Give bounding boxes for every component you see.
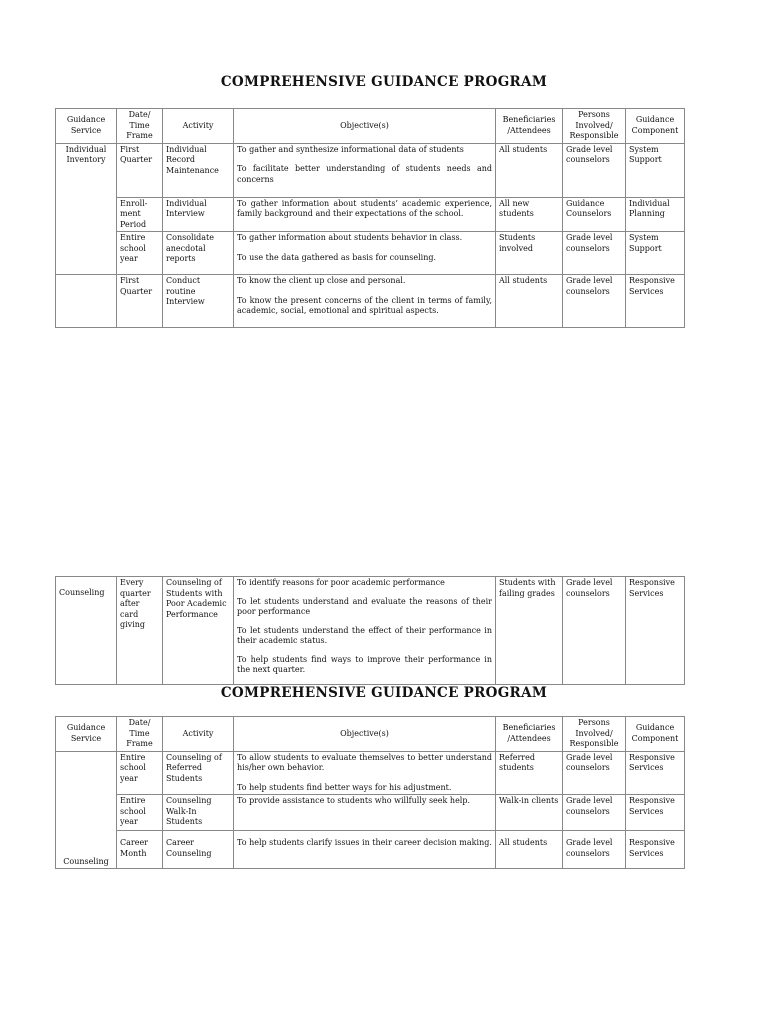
guidance-program-table (55, 108, 685, 328)
header-guidance-service: Guidance Service (56, 717, 117, 752)
date-cell: Enroll- ment Period (117, 197, 163, 232)
component-cell: System Support (626, 143, 685, 197)
objective-text: To help students clarify issues in their career decision making. (237, 838, 492, 847)
activity-cell: Consolidate anecdotal reports (163, 232, 234, 275)
table-row (56, 275, 685, 328)
objective-text: To let students understand the effect of their performance in their academic status. (237, 626, 492, 645)
table-header-row (56, 109, 685, 144)
objective-text: To help students find ways to improve their performance in the next quarter. (237, 655, 492, 674)
header-persons-involved: Persons Involved/ Responsible (563, 717, 626, 752)
beneficiaries-cell: Students involved (496, 232, 563, 275)
beneficiaries-cell: All students (496, 143, 563, 197)
objective-text: To gather and synthesize informational data of students (237, 144, 464, 154)
objective-cell (234, 275, 496, 328)
table-row (56, 831, 685, 869)
objective-text: To know the client up close and personal. (237, 276, 406, 285)
table-row (56, 143, 685, 197)
date-cell: First Quarter (117, 143, 163, 197)
persons-cell: Grade level counselors (563, 143, 626, 197)
persons-cell: Grade level counselors (563, 831, 626, 869)
component-cell: Responsive Services (626, 577, 685, 685)
counseling-continuation-table (55, 576, 685, 685)
objective-text: To gather information about students’ academic experience, family background and their expectations of the school. (237, 198, 492, 218)
component-cell: Responsive Services (626, 831, 685, 869)
activity-cell: Conduct routine Interview (163, 275, 234, 328)
table-row (56, 232, 685, 275)
objective-text: To know the present concerns of the client in terms of family, academic, social, emotional and spiritual aspects. (237, 295, 492, 315)
objective-text: To help students find better ways for his adjustment. (237, 782, 452, 792)
objective-text: To allow students to evaluate themselves to better understand his/her own behavior. (237, 752, 492, 772)
header-date-time-frame: Date/ Time Frame (117, 109, 163, 144)
page-title: COMPREHENSIVE GUIDANCE PROGRAM (220, 74, 548, 90)
activity-cell: Career Counseling (163, 831, 234, 869)
persons-cell: Grade level counselors (563, 795, 626, 831)
guidance-service-cell: Counseling (56, 577, 117, 685)
table-row (56, 795, 685, 831)
header-guidance-service: Guidance Service (56, 109, 117, 144)
activity-cell: Individual Interview (163, 197, 234, 232)
persons-cell: Grade level counselors (563, 577, 626, 685)
activity-cell: Counseling of Students with Poor Academic Performance (163, 577, 234, 685)
header-objectives: Objective(s) (234, 109, 496, 144)
table-row (56, 577, 685, 685)
page-title-2: COMPREHENSIVE GUIDANCE PROGRAM (220, 685, 548, 701)
persons-cell: Guidance Counselors (563, 197, 626, 232)
beneficiaries-cell: Students with failing grades (496, 577, 563, 685)
guidance-service-cell-empty (56, 275, 117, 328)
component-cell: System Support (626, 232, 685, 275)
header-objectives: Objective(s) (234, 717, 496, 752)
header-activity: Activity (163, 717, 234, 752)
component-cell: Responsive Services (626, 795, 685, 831)
header-activity: Activity (163, 109, 234, 144)
objective-cell (234, 143, 496, 197)
objective-cell (234, 751, 496, 795)
objective-text: To identify reasons for poor academic performance (237, 578, 445, 587)
header-beneficiaries: Beneficiaries /Attendees (496, 109, 563, 144)
objective-text: To gather information about students behavior in class. (237, 233, 463, 242)
persons-cell: Grade level counselors (563, 751, 626, 795)
header-beneficiaries: Beneficiaries /Attendees (496, 717, 563, 752)
activity-cell: Counseling of Referred Students (163, 751, 234, 795)
objective-cell (234, 197, 496, 232)
date-cell: First Quarter (117, 275, 163, 328)
component-cell: Responsive Services (626, 751, 685, 795)
objective-text: To provide assistance to students who willfully seek help. (237, 796, 471, 805)
date-cell: Career Month (117, 831, 163, 869)
beneficiaries-cell: All students (496, 275, 563, 328)
guidance-service-cell: Counseling (56, 751, 117, 869)
component-cell: Individual Planning (626, 197, 685, 232)
table-header-row (56, 717, 685, 752)
table-row (56, 751, 685, 795)
component-cell: Responsive Services (626, 275, 685, 328)
beneficiaries-cell: Walk-in clients (496, 795, 563, 831)
header-persons-involved: Persons Involved/ Responsible (563, 109, 626, 144)
objective-text: To use the data gathered as basis for counseling. (237, 252, 437, 262)
objective-text: To let students understand and evaluate the reasons of their poor performance (237, 597, 492, 616)
persons-cell: Grade level counselors (563, 275, 626, 328)
objective-cell (234, 795, 496, 831)
beneficiaries-cell: Referred students (496, 751, 563, 795)
header-date-time-frame: Date/ Time Frame (117, 717, 163, 752)
table-row (56, 197, 685, 232)
guidance-service-cell: Individual Inventory (56, 143, 117, 275)
activity-cell: Counseling Walk-In Students (163, 795, 234, 831)
date-cell: Entire school year (117, 232, 163, 275)
date-cell: Every quarter after card giving (117, 577, 163, 685)
objective-cell (234, 831, 496, 869)
objective-cell (234, 232, 496, 275)
date-cell: Entire school year (117, 795, 163, 831)
header-guidance-component: Guidance Component (626, 717, 685, 752)
objective-cell (234, 577, 496, 685)
header-guidance-component: Guidance Component (626, 109, 685, 144)
guidance-program-table-2 (55, 716, 685, 869)
beneficiaries-cell: All students (496, 831, 563, 869)
beneficiaries-cell: All new students (496, 197, 563, 232)
objective-text: To facilitate better understanding of students needs and concerns (237, 164, 492, 184)
activity-cell: Individual Record Maintenance (163, 143, 234, 197)
persons-cell: Grade level counselors (563, 232, 626, 275)
date-cell: Entire school year (117, 751, 163, 795)
